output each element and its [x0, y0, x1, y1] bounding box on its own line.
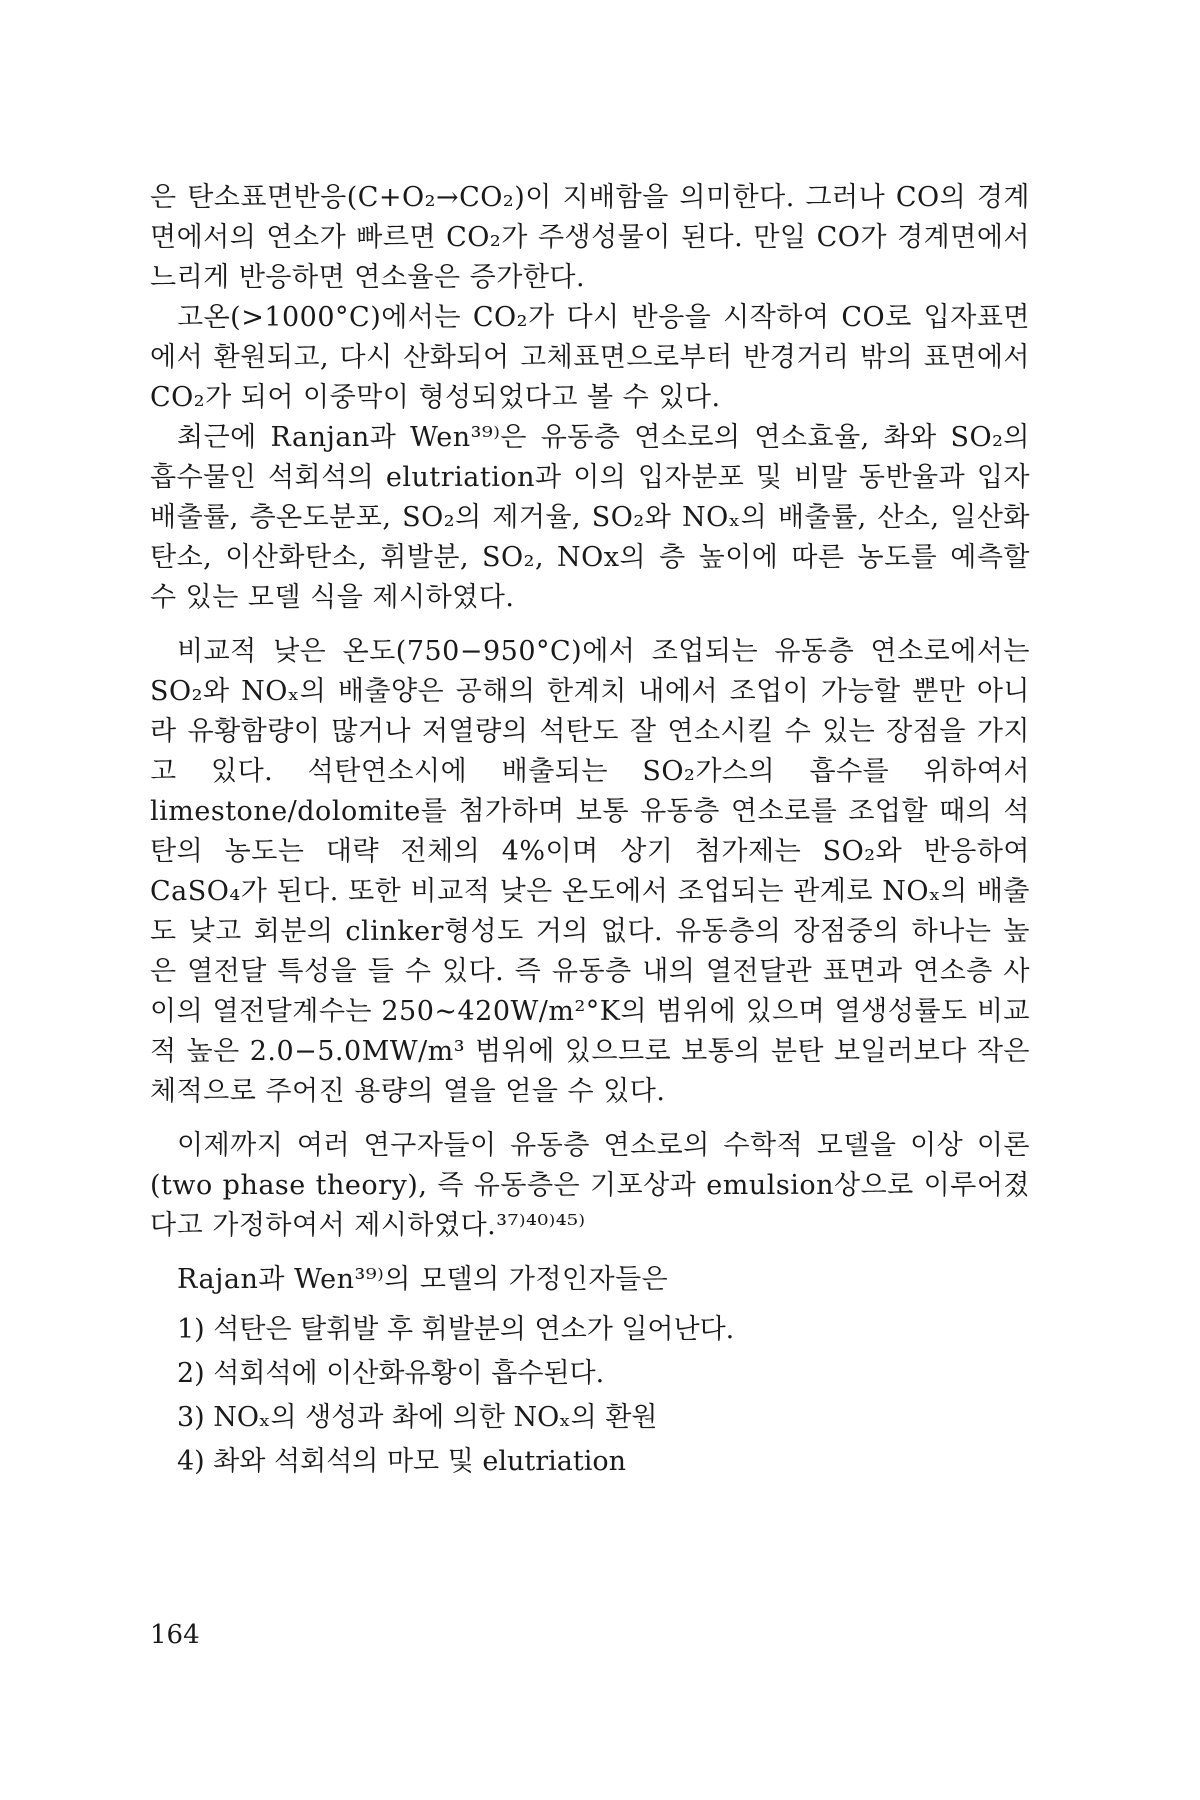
paragraph-5: 이제까지 여러 연구자들이 유동층 연소로의 수학적 모델을 이상 이론(two phase theory), 즉 유동층은 기포상과 emulsion상으로 이루어졌다고 가정하여서 제시하였다.³⁷⁾⁴⁰⁾⁴⁵⁾: [150, 1130, 1030, 1241]
paragraph-2: 고온(>1000°C)에서는 CO₂가 다시 반응을 시작하여 CO로 입자표면에서 환원되고, 다시 산화되어 고체표면으로부터 반경거리 밖의 표면에서 CO₂가 되어 이중막이 형성되었다고 볼 수 있다.: [150, 302, 1030, 413]
paragraph-3: 최근에 Ranjan과 Wen³⁹⁾은 유동층 연소로의 연소효율, 촤와 SO₂의 흡수물인 석회석의 elutriation과 이의 입자분포 및 비말 동반율과 입자배출률, 층온도분포, SO₂의 제거율, SO₂와 NOₓ의 배출률, 산소, 일산화탄소, 이산화탄소, 휘발분, SO₂, NOx의 층 높이에 따른 농도를 예측할 수 있는 모델 식을 제시하였다.: [150, 422, 1030, 613]
list-item: 1) 석탄은 탈휘발 후 휘발분의 연소가 일어난다.: [177, 1314, 735, 1345]
page-number: 164: [150, 1620, 200, 1650]
assumption-list: [150, 1308, 1030, 1484]
paragraph-6: Rajan과 Wen³⁹⁾의 모델의 가정인자들은: [177, 1264, 669, 1295]
paragraph-1: 은 탄소표면반응(C+O₂→CO₂)이 지배함을 의미한다. 그러나 CO의 경계면에서의 연소가 빠르면 CO₂가 주생성물이 된다. 만일 CO가 경계면에서 느리게 반응하면 연소율은 증가한다.: [150, 182, 1030, 293]
list-item: 2) 석회석에 이산화유황이 흡수된다.: [177, 1358, 605, 1389]
paragraph-4: 비교적 낮은 온도(750−950°C)에서 조업되는 유동층 연소로에서는 SO₂와 NOₓ의 배출양은 공해의 한계치 내에서 조업이 가능할 뿐만 아니라 유황함량이 많거나 저열량의 석탄도 잘 연소시킬 수 있는 장점을 가지고 있다. 석탄연소시에 배출되는 SO₂가스의 흡수를 위하여서 limestone/dolomite를 첨가하며 보통 유동층 연소로를 조업할 때의 석탄의 농도는 대략 전체의 4%이며 상기 첨가제는 SO₂와 반응하여 CaSO₄가 된다. 또한 비교적 낮은 온도에서 조업되는 관계로 NOₓ의 배출도 낮고 회분의 clinker형성도 거의 없다. 유동층의 장점중의 하나는 높은 열전달 특성을 들 수 있다. 즉 유동층 내의 열전달관 표면과 연소층 사이의 열전달계수는 250∼420W/m²°K의 범위에 있으며 열생성률도 비교적 높은 2.0−5.0MW/m³ 범위에 있으므로 보통의 분탄 보일러보다 작은 체적으로 주어진 용량의 열을 얻을 수 있다.: [150, 636, 1030, 1107]
list-item: 4) 촤와 석회석의 마모 및 elutriation: [177, 1446, 626, 1477]
list-item: 3) NOₓ의 생성과 촤에 의한 NOₓ의 환원: [177, 1402, 658, 1433]
page-body: [150, 178, 1030, 1484]
